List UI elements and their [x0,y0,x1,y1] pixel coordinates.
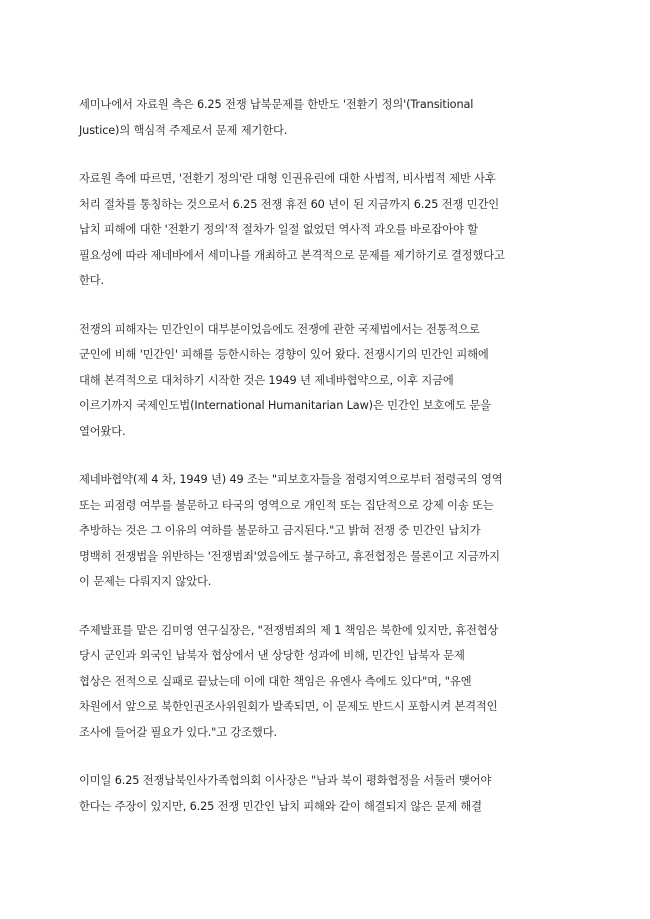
text-line: 대해 본격적으로 대처하기 시작한 것은 1949 년 제네바협약으로, 이후 지금에 [79,373,454,387]
text-line: 필요성에 따라 제네바에서 세미나를 개최하고 본격적으로 문제를 제기하기로 결정했다고 [79,248,505,262]
text-line: 차원에서 앞으로 북한인권조사위원회가 발족되면, 이 문제도 반드시 포함시켜 본격적인 [79,700,498,713]
text-line: 자료원 측에 따르면, '전환기 정의'란 대형 인권유린에 대한 사법적, 비사법적 제반 사후 [79,172,496,185]
paragraph [79,768,579,819]
text-line: 이르기까지 국제인도법(International Humanitarian Law)은 민간인 보호에도 문을 [79,399,491,412]
paragraph [79,92,579,143]
paragraph [79,467,579,595]
paragraph [79,166,579,294]
paragraph [79,317,579,445]
text-line: 협상은 전적으로 실패로 끝났는데 이에 대한 책임은 유엔사 측에도 있다"며, "유엔 [79,674,472,688]
text-line: 주제발표를 맡은 김미영 연구실장은, "전쟁범죄의 제 1 책임은 북한에 있지만, 휴전협상 [79,623,499,637]
text-line: 또는 피점령 여부를 불문하고 타국의 영역으로 개인적 또는 집단적으로 강제 이송 또는 [79,498,494,512]
paragraph [79,618,579,746]
text-line: 당시 군인과 외국인 납북자 협상에서 낸 상당한 성과에 비해, 민간인 납북자 문제 [79,649,465,662]
text-line: 이 문제는 다뤄지지 않았다. [79,575,212,588]
text-line: 추방하는 것은 그 이유의 여하를 불문하고 금지된다."고 밝혀 전쟁 중 민간인 납치가 [79,524,481,537]
text-line: 이미일 6.25 전쟁납북인사가족협의회 이사장은 "남과 북이 평화협정을 서둘러 맺어야 [79,774,492,787]
text-line: 한다. [79,274,104,287]
text-line: Justice)의 핵심적 주제로서 문제 제기한다. [79,123,288,137]
document-body [79,92,579,842]
text-line: 처리 절차를 통칭하는 것으로서 6.25 전쟁 휴전 60 년이 된 지금까지 6.25 전쟁 민간인 [79,197,500,211]
text-line: 세미나에서 자료원 측은 6.25 전쟁 납북문제를 한반도 '전환기 정의'(Transitional [79,98,474,111]
text-line: 한다는 주장이 있지만, 6.25 전쟁 민간인 납치 피해와 같이 해결되지 않은 문제 해결 [79,799,482,813]
text-line: 명백히 전쟁법을 위반하는 '전쟁범죄'였음에도 불구하고, 휴전협정은 물론이고 지금까지 [79,549,500,563]
text-line: 군인에 비해 '민간인' 피해를 등한시하는 경향이 있어 왔다. 전쟁시기의 민간인 피해에 [79,348,489,361]
text-line: 제네바협약(제 4 차, 1949 년) 49 조는 "피보호자들을 점령지역으로부터 점령국의 영역 [79,473,503,486]
text-line: 조사에 들어갈 필요가 있다."고 강조했다. [79,725,277,739]
text-line: 열어왔다. [79,424,126,438]
text-line: 전쟁의 피해자는 민간인이 대부분이었음에도 전쟁에 관한 국제법에서는 전통적으로 [79,322,480,336]
text-line: 납치 피해에 대한 '전환기 정의'적 절차가 일절 없었던 역사적 과오를 바로잡아야 할 [79,223,478,236]
